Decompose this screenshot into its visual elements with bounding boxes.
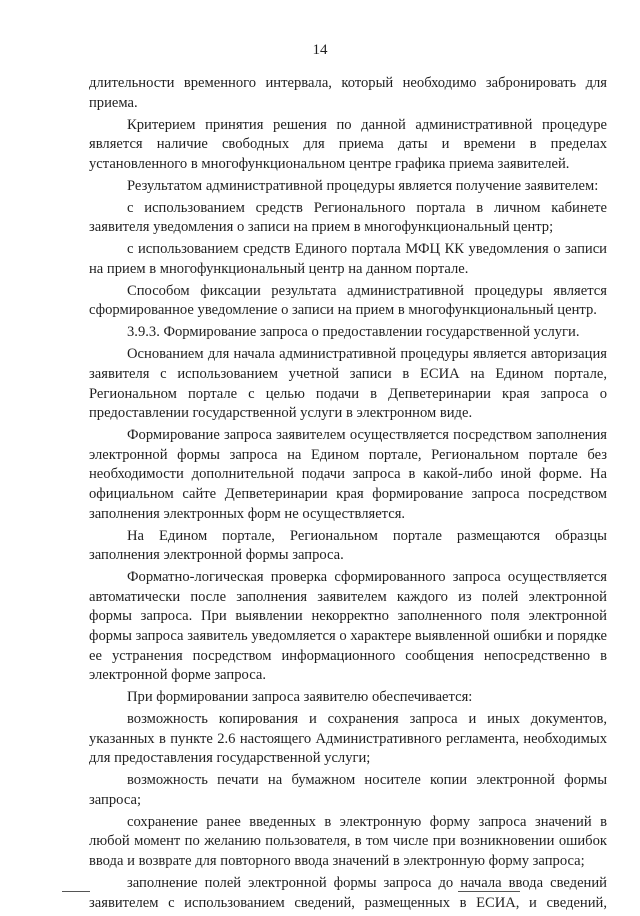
paragraph-saving: сохранение ранее введенных в электронную форму запроса значений в любой момент по желанию пользователя, в том числе при возникновении ошибок ввода и возврате для повторного ввода значений в электронную форму запроса; <box>89 813 607 870</box>
paragraph-filling: заполнение полей электронной формы запроса до начала ввода сведений заявителем с использованием сведений, размещенных в ЕСИА, и сведений, <box>89 875 607 911</box>
paragraph-basis: Основанием для начала административной процедуры является авторизация заявителя с использованием учетной записи в ЕСИА на Едином портале, Региональном портале с целью подачи в Депветеринарии края запроса о предоставлении государственной услуги в электронном виде. <box>89 346 607 422</box>
paragraph-printing: возможность печати на бумажном носителе копии электронной формы запроса; <box>89 772 607 808</box>
footer-rule-right <box>458 891 520 892</box>
paragraph-result-single-portal: с использованием средств Единого портала МФЦ КК уведомления о записи на прием в многофункциональный центр на данном портале. <box>89 241 607 277</box>
paragraph-continuation: длительности временного интервала, который необходимо забронировать для приема. <box>89 75 607 111</box>
document-body <box>89 74 607 916</box>
paragraph-forming: Формирование запроса заявителем осуществляется посредством заполнения электронной формы запроса на Едином портале, Региональном портале без необходимости дополнительной подачи запроса в какой-либо иной форме. На официальном сайте Депветеринарии края формирование запроса посредством заполнения электронных форм не осуществляется. <box>89 427 607 522</box>
paragraph-samples: На Едином портале, Региональном портале размещаются образцы заполнения электронной формы запроса. <box>89 527 607 564</box>
footer-rule-left <box>62 891 90 892</box>
paragraph-fixation: Способом фиксации результата административной процедуры является сформированное уведомление о записи на прием в многофункциональный центр. <box>89 282 607 319</box>
paragraph-validation: Форматно-логическая проверка сформированного запроса осуществляется автоматически после заполнения заявителем каждого из полей электронной формы запроса. При выявлении некорректно заполненного поля электронной формы запроса заявитель уведомляется о характере выявленной ошибки и порядке ее устранения посредством информационного сообщения непосредственно в электронной форме запроса. <box>89 569 607 684</box>
paragraph-criterion: Критерием принятия решения по данной административной процедуре является наличие свободных для приема даты и времени в пределах установленного в многофункциональном центре графика приема заявителей. <box>89 116 607 172</box>
paragraph-result-regional: с использованием средств Регионального портала в личном кабинете заявителя уведомления о записи на прием в многофункциональный центр; <box>89 199 607 236</box>
section-heading-3-9-3: 3.9.3. Формирование запроса о предоставлении государственной услуги. <box>127 324 580 341</box>
paragraph-result: Результатом административной процедуры является получение заявителем: <box>127 177 599 194</box>
paragraph-provided: При формировании запроса заявителю обеспечивается: <box>127 689 473 706</box>
page-number: 14 <box>312 42 328 58</box>
paragraph-copying: возможность копирования и сохранения запроса и иных документов, указанных в пункте 2.6 настоящего Административного регламента, необходимых для предоставления государственной услуги; <box>89 711 607 767</box>
